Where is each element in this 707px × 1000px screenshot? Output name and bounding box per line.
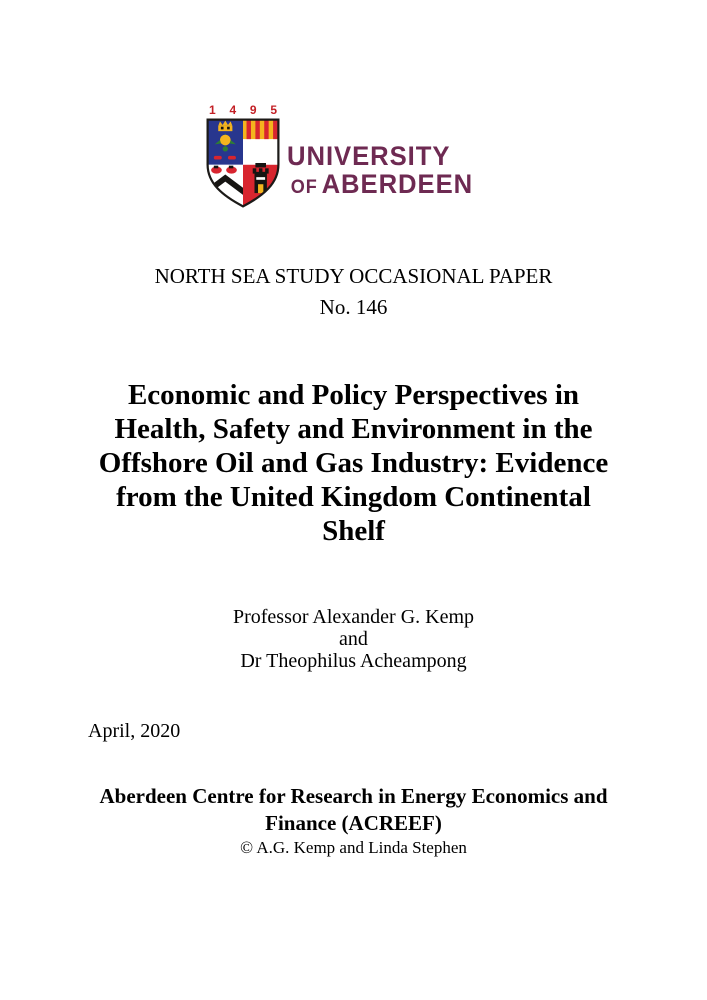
author-connector: and xyxy=(339,628,368,650)
title-line: Economic and Policy Perspectives in xyxy=(127,379,580,411)
footer-block xyxy=(0,783,707,859)
publication-date: April, 2020 xyxy=(88,720,181,742)
wordmark-aberdeen: ABERDEEN xyxy=(321,169,474,199)
series-name: NORTH SEA STUDY OCCASIONAL PAPER xyxy=(154,264,553,288)
title-line: Shelf xyxy=(322,515,385,547)
year-digit: 5 xyxy=(270,103,277,117)
year-digit: 9 xyxy=(249,103,257,117)
title-line: Health, Safety and Environment in the xyxy=(114,413,593,445)
paper-title xyxy=(0,378,707,548)
wordmark-of-aberdeen xyxy=(291,170,473,202)
wordmark-university: UNIVERSITY xyxy=(287,141,451,171)
author-name: Professor Alexander G. Kemp xyxy=(232,606,475,628)
university-crest-icon xyxy=(203,117,283,209)
series-number: No. 146 xyxy=(319,295,388,319)
year-digit: 1 xyxy=(209,103,216,117)
title-line: from the United Kingdom Continental xyxy=(116,481,591,513)
centre-line: Aberdeen Centre for Research in Energy Economics and xyxy=(99,784,608,808)
copyright-notice: © A.G. Kemp and Linda Stephen xyxy=(240,838,467,857)
crest-quadrants xyxy=(208,120,279,209)
university-wordmark xyxy=(287,142,473,202)
research-centre-name xyxy=(0,783,707,837)
founding-year-1495 xyxy=(203,104,283,117)
crest-block xyxy=(203,104,283,214)
university-of-aberdeen-logo xyxy=(203,104,483,214)
authors-block xyxy=(0,606,707,672)
wordmark-of: OF xyxy=(290,177,318,198)
title-line: Offshore Oil and Gas Industry: Evidence xyxy=(98,447,609,479)
author-name: Dr Theophilus Acheampong xyxy=(240,650,467,672)
centre-line: Finance (ACREEF) xyxy=(265,811,442,835)
year-digit: 4 xyxy=(229,103,237,117)
series-heading xyxy=(0,261,707,323)
